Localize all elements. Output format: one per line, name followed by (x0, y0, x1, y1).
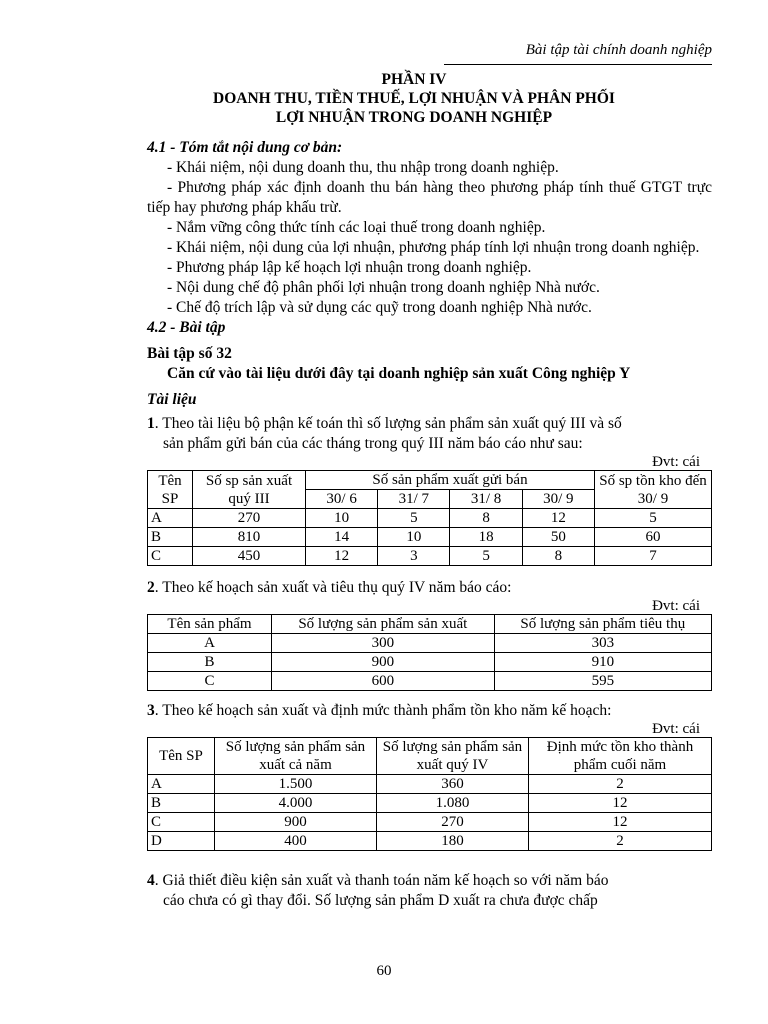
table-header-cell: Số sản phẩm xuất gửi bán (306, 471, 595, 490)
exercise-intro: Căn cứ vào tài liệu dưới đây tại doanh nghiệp sản xuất Công nghiệp Y (167, 365, 631, 382)
table-cell: D (148, 832, 215, 851)
table-plan-year (147, 737, 712, 851)
summary-item: - Khái niệm, nội dung của lợi nhuận, phương pháp tính lợi nhuận trong doanh nghiệp. (167, 239, 700, 256)
table-header-cell: 30/ 9 (522, 490, 594, 509)
table-cell: 60 (595, 528, 712, 547)
table-cell: 8 (450, 509, 522, 528)
item-1 (147, 414, 712, 454)
summary-item: - Nội dung chế độ phân phối lợi nhuận trong doanh nghiệp Nhà nước. (167, 279, 600, 296)
table-header-cell: Tên SP (148, 738, 215, 775)
table-cell: 14 (306, 528, 378, 547)
summary-item: - Khái niệm, nội dung doanh thu, thu nhập trong doanh nghiệp. (167, 159, 559, 176)
table-cell: C (148, 672, 272, 691)
item-3 (147, 701, 712, 721)
unit-label: Đvt: cái (652, 721, 700, 737)
table-cell: 2 (529, 775, 712, 794)
item-text: . Theo kế hoạch sản xuất và tiêu thụ quý IV năm báo cáo: (154, 579, 512, 596)
title-line-1: DOANH THU, TIỀN THUẾ, LỢI NHUẬN VÀ PHÂN PHỐI (213, 90, 615, 107)
table-row (148, 547, 712, 566)
item-number: 2 (147, 579, 155, 596)
table-row (148, 653, 712, 672)
table-cell: 12 (529, 813, 712, 832)
table-cell: B (148, 794, 215, 813)
table-cell: 900 (215, 813, 377, 832)
table-cell: C (148, 813, 215, 832)
table-plan-q4 (147, 614, 712, 691)
table-cell: 12 (306, 547, 378, 566)
table-header-cell: 30/ 6 (306, 490, 378, 509)
table-cell: 12 (529, 794, 712, 813)
table-header-cell: Tên SP (148, 471, 193, 509)
table-cell: 10 (378, 528, 450, 547)
item-text: sản phẩm gửi bán của các tháng trong quý III năm báo cáo như sau: (163, 435, 583, 452)
chapter-title (0, 70, 768, 127)
table-cell: 303 (494, 634, 711, 653)
table-cell: 4.000 (215, 794, 377, 813)
item-2 (147, 578, 712, 598)
table-cell: 360 (377, 775, 529, 794)
part-label: PHẦN IV (381, 71, 447, 88)
item-text: . Giả thiết điều kiện sản xuất và thanh toán năm kế hoạch so với năm báo (154, 872, 609, 889)
table-cell: 2 (529, 832, 712, 851)
table-cell: 270 (377, 813, 529, 832)
table-row (148, 528, 712, 547)
table-header-cell: 31/ 7 (378, 490, 450, 509)
table-cell: 7 (595, 547, 712, 566)
table-cell: 10 (306, 509, 378, 528)
header-rule (444, 64, 712, 65)
main-content (147, 138, 712, 911)
table-header-cell: Số lượng sản phẩm sản xuất (272, 615, 495, 634)
table-cell: 810 (193, 528, 306, 547)
table-cell: C (148, 547, 193, 566)
materials-heading: Tài liệu (147, 391, 197, 408)
table-stock-q3 (147, 470, 712, 566)
table-cell: 12 (522, 509, 594, 528)
table-header-cell: Định mức tồn kho thành phẩm cuối năm (529, 738, 712, 775)
table-row (148, 813, 712, 832)
summary-heading: 4.1 - Tóm tắt nội dung cơ bản: (147, 139, 343, 156)
table-cell: 3 (378, 547, 450, 566)
table-header-cell: Số lượng sản phẩm sản xuất quý IV (377, 738, 529, 775)
table-header-cell: Số sp sản xuất quý III (193, 471, 306, 509)
table-cell: 910 (494, 653, 711, 672)
item-4 (147, 871, 712, 911)
table-cell: 900 (272, 653, 495, 672)
table-cell: A (148, 775, 215, 794)
item-number: 4 (147, 872, 155, 889)
table-cell: 600 (272, 672, 495, 691)
table-cell: 5 (595, 509, 712, 528)
table-header-cell: Số sp tồn kho đến 30/ 9 (595, 471, 712, 509)
table-row (148, 832, 712, 851)
table-cell: 5 (450, 547, 522, 566)
summary-item: - Chế độ trích lập và sử dụng các quỹ trong doanh nghiệp Nhà nước. (167, 299, 592, 316)
table-cell: 270 (193, 509, 306, 528)
running-header: Bài tập tài chính doanh nghiệp (525, 42, 712, 58)
table-cell: 400 (215, 832, 377, 851)
table-cell: A (148, 509, 193, 528)
table-cell: B (148, 653, 272, 672)
table-cell: 50 (522, 528, 594, 547)
table-row (148, 634, 712, 653)
table-row (148, 775, 712, 794)
exercises-heading: 4.2 - Bài tập (147, 319, 226, 336)
table-cell: 595 (494, 672, 711, 691)
table-cell: 450 (193, 547, 306, 566)
table-cell: 1.080 (377, 794, 529, 813)
table-header-cell: 31/ 8 (450, 490, 522, 509)
table-cell: 18 (450, 528, 522, 547)
unit-label: Đvt: cái (652, 598, 700, 614)
item-text: . Theo kế hoạch sản xuất và định mức thành phẩm tồn kho năm kế hoạch: (154, 702, 612, 719)
table-header-cell: Số lượng sản phẩm tiêu thụ (494, 615, 711, 634)
item-text: . Theo tài liệu bộ phận kế toán thì số lượng sản phẩm sản xuất quý III và số (154, 415, 622, 432)
title-line-2: LỢI NHUẬN TRONG DOANH NGHIỆP (275, 109, 553, 126)
table-cell: B (148, 528, 193, 547)
table-cell: 8 (522, 547, 594, 566)
summary-item: - Phương pháp lập kế hoạch lợi nhuận trong doanh nghiệp. (167, 259, 532, 276)
table-cell: 5 (378, 509, 450, 528)
table-cell: 1.500 (215, 775, 377, 794)
table-row (148, 509, 712, 528)
summary-item: - Phương pháp xác định doanh thu bán hàng theo phương pháp tính thuế GTGT trực tiếp hay phương pháp khấu trừ. (147, 179, 712, 216)
item-number: 3 (147, 702, 155, 719)
table-cell: A (148, 634, 272, 653)
table-header-cell: Số lượng sản phẩm sản xuất cả năm (215, 738, 377, 775)
table-row (148, 794, 712, 813)
table-header-cell: Tên sản phẩm (148, 615, 272, 634)
page-number: 60 (376, 963, 392, 979)
summary-item: - Nắm vững công thức tính các loại thuế trong doanh nghiệp. (167, 219, 546, 236)
exercise-title: Bài tập số 32 (147, 345, 232, 362)
unit-label: Đvt: cái (652, 454, 700, 470)
item-number: 1 (147, 415, 155, 432)
table-row (148, 672, 712, 691)
table-cell: 180 (377, 832, 529, 851)
table-cell: 300 (272, 634, 495, 653)
item-text: cáo chưa có gì thay đổi. Số lượng sản phẩm D xuất ra chưa được chấp (163, 892, 598, 909)
